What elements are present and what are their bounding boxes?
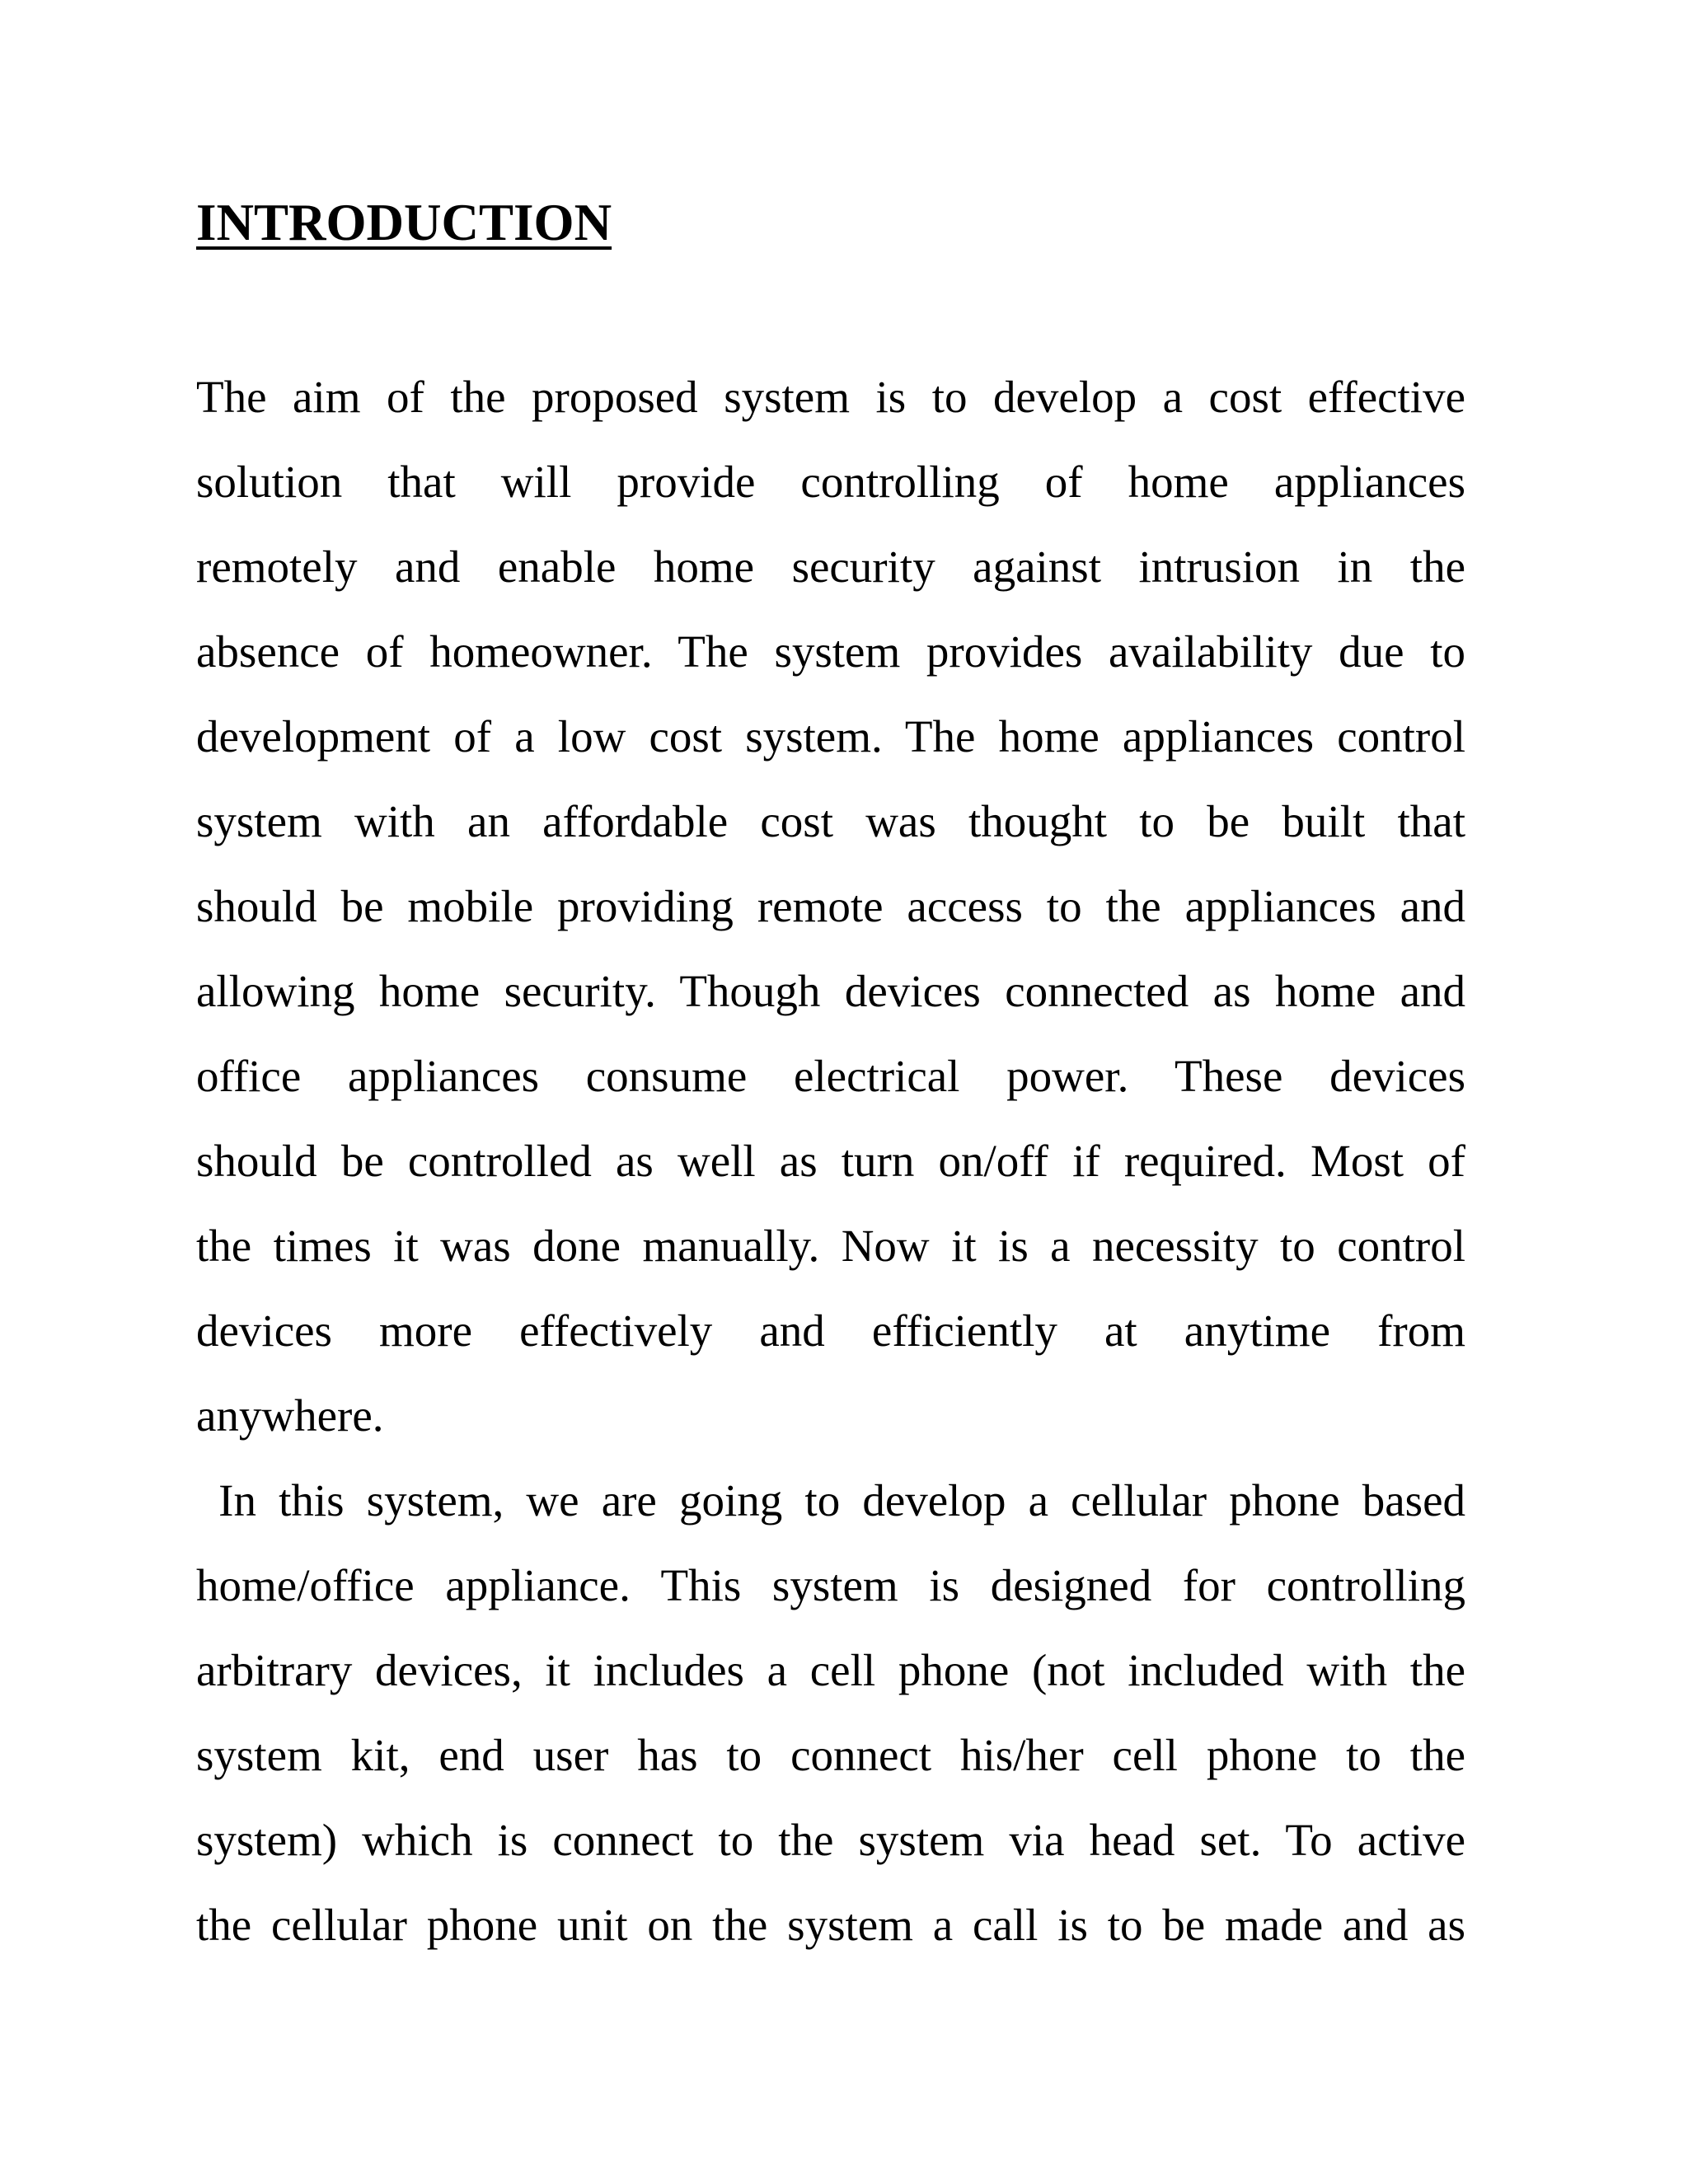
text-line: the cellular phone unit on the system a call is to be made and as bbox=[196, 1900, 1465, 1950]
text-line: should be mobile providing remote access to the appliances and bbox=[196, 881, 1465, 931]
text-line: devices more effectively and efficiently at anytime from bbox=[196, 1305, 1465, 1356]
text-line: solution that will provide controlling of home appliances bbox=[196, 457, 1465, 507]
text-line: should be controlled as well as turn on/off if required. Most of bbox=[196, 1136, 1465, 1186]
text-line: arbitrary devices, it includes a cell phone (not included with the bbox=[196, 1645, 1465, 1695]
text-line: system) which is connect to the system via head set. To active bbox=[196, 1815, 1465, 1865]
body-text bbox=[196, 354, 1465, 1967]
text-line: anywhere. bbox=[196, 1390, 384, 1441]
text-line: absence of homeowner. The system provides availability due to bbox=[196, 626, 1465, 677]
text-line: In this system, we are going to develop a cellular phone based bbox=[196, 1475, 1465, 1526]
text-line: system with an affordable cost was thought to be built that bbox=[196, 796, 1465, 846]
text-line: home/office appliance. This system is designed for controlling bbox=[196, 1560, 1465, 1610]
text-line: office appliances consume electrical power. These devices bbox=[196, 1051, 1465, 1101]
text-line: allowing home security. Though devices connected as home and bbox=[196, 966, 1465, 1016]
text-line: The aim of the proposed system is to develop a cost effective bbox=[196, 372, 1465, 422]
text-line: system kit, end user has to connect his/her cell phone to the bbox=[196, 1730, 1465, 1780]
page-heading: INTRODUCTION bbox=[196, 194, 612, 251]
text-line: remotely and enable home security against intrusion in the bbox=[196, 541, 1465, 592]
text-line: development of a low cost system. The home appliances control bbox=[196, 711, 1465, 762]
text-line: the times it was done manually. Now it is a necessity to control bbox=[196, 1221, 1465, 1271]
